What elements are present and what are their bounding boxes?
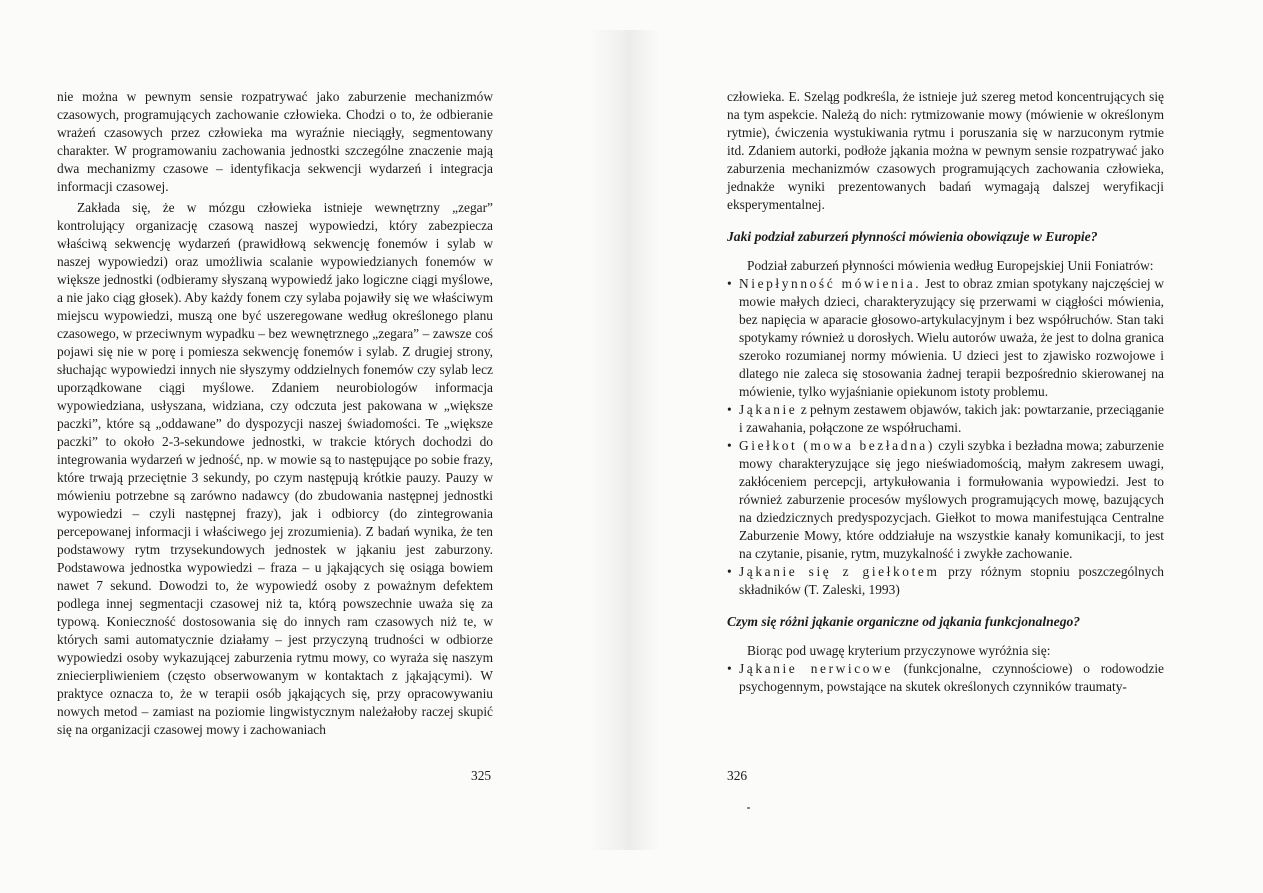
section-heading: Jaki podział zaburzeń płynności mówienia obowiązuje w Europie? (727, 229, 1098, 244)
bullet-icon: • (727, 564, 732, 579)
list-text: Jest to obraz zmian spotykany najczęściej w mowie małych dzieci, charakteryzujący się przerwami w ciągłości mówienia, bez napięcia w aparacie głosowo-artykulacyjnym i bez współruchów. Stan taki spotykamy również u dorosłych. Wielu autorów uważa, że jest to dolna granica szeroko rozumianej normy mówienia. U dzieci jest to zjawisko rozwojowe i dlatego nie zaleca się stosowania żadnej terapii bezpośrednio skierowanej na mówienie, tylko wyjaśnianie opiekunom istoty problemu. (739, 276, 1164, 399)
list-text: z pełnym zestawem objawów, takich jak: powtarzanie, przeciąganie i zawahania, połączone ze współruchami. (739, 402, 1164, 435)
list-term: Jąkanie (739, 402, 798, 417)
list-item (727, 437, 1164, 563)
paragraph: nie można w pewnym sensie rozpatrywać jako zaburzenie mechanizmów czasowych, programujących zachowanie człowieka. Chodzi o to, że odbieranie wrażeń czasowych przez człowieka ma wyraźnie nieciągły, segmentowany charakter. W programowaniu zachowania jednostki szczególne znaczenie mają dwa mechanizmy czasowe – identyfikacja sekwencji wydarzeń i integracja informacji czasowej. (57, 89, 493, 194)
paragraph: Zakłada się, że w mózgu człowieka istnieje wewnętrzny „zegar” kontrolujący organizację czasową naszej wypowiedzi, który zabezpiecza właściwą sekwencję wydarzeń (prawidłową sekwencję fonemów i sylab w naszej wypowiedzi) oraz umożliwia scalanie wypowiedzianych fonemów w większe jednostki (odbieramy słyszaną wypowiedź jako logiczne ciągi myślowe, a nie jako ciąg głosek). Aby każdy fonem czy sylaba pojawiły się we właściwym miejscu wypowiedzi, muszą one być uszeregowane według określonego planu czasowego, w przeciwnym wypadku – bez wewnętrznego „zegara” – zawsze coś pojawi się nie w porę i pomiesza sekwencję fonemów i sylab. Z drugiej strony, słuchając wypowiedzi innych nie słyszymy oddzielnych fonemów czy sylab lecz uporządkowane ciągi myślowe. Zdaniem neurobiologów informacja wypowiedziana, usłyszana, widziana, czy odczuta jest pakowana w „większe paczki”, które są „oddawane” do dyspozycji naszej świadomości. Te „większe paczki” to około 2-3-sekundowe jednostki, w trakcie których dochodzi do integrowania wydarzeń w jedność, np. w mowie są to następujące po sobie frazy, które trwają przeciętnie 3 sekundy, po czym następują krótkie pauzy. Pauzy w mówieniu potrzebne są zarówno nadawcy (do zbudowania następnej jednostki wypowiedzi – czyli następnej frazy), jak i odbiorcy (do zintegrowania percepowanej informacji i właściwego jej zrozumienia). Z badań wynika, że ten podstawowy rytm trzysekundowych jednostek w jąkaniu jest zaburzony. Podstawowa jednostka wypowiedzi – fraza – u jąkających się osiąga bowiem nawet 7 sekund. Dowodzi to, że wypowiedź osoby z poważnym defektem podlega innej segmentacji czasowej niż ta, którą powszechnie uważa się za typową. Konieczność dostosowania się do innych ram czasowych niż te, w których sami automatycznie działamy – jest przyczyną trudności w odbiorze wypowiedzi osoby wykazującej zaburzenia rytmu mowy, co wyraża się naszym zniecierpliwieniem (często obserwowanym w kontaktach z jąkającymi). W praktyce oznacza to, że w terapii osób jąkających się, przy opracowywaniu nowych metod – zamiast na poziomie lingwistycznym należałoby raczej skupić się na organizacji czasowej mowy i zachowaniach (57, 200, 493, 737)
section-heading: Czym się różni jąkanie organiczne od jąkania funkcjonalnego? (727, 614, 1081, 629)
paragraph: człowieka. E. Szeląg podkreśla, że istnieje już szereg metod koncentrujących się na tym aspekcie. Należą do nich: rytmizowanie mowy (mówienie w określonym rytmie), ćwiczenia wystukiwania rytmu i poruszania się w narzuconym rytmie itd. Zdaniem autorki, podłoże jąkania można w pewnym sensie rozpatrywać jako zaburzenia mechanizmów czasowych programujących zachowania człowieka, jednakże wyniki prezentowanych badań wymagają dalszej weryfikacji eksperymentalnej. (727, 89, 1164, 212)
list-item (727, 563, 1164, 599)
list-term: Jąkanie się z giełkotem (739, 564, 940, 579)
bullet-icon: • (727, 276, 732, 291)
right-text-column (727, 88, 1164, 696)
paragraph: Podział zaburzeń płynności mówienia według Europejskiej Unii Foniatrów: (747, 258, 1154, 273)
bullet-icon: • (727, 402, 732, 417)
left-text-column (57, 88, 493, 739)
bullet-icon: • (727, 438, 732, 453)
list-text: (funkcjonalne, czynnościowe) o rodowodzie psychogennym, powstające na skutek określonych czynników traumaty- (739, 661, 1164, 694)
list-item (727, 275, 1164, 401)
list-text: przy różnym stopniu poszczególnych składników (T. Zaleski, 1993) (739, 564, 1164, 597)
left-page (0, 0, 620, 893)
bullet-list (727, 660, 1164, 696)
scan-speck (747, 807, 750, 809)
list-term: Jąkanie nerwicowe (739, 661, 893, 676)
list-text: czyli szybka i bezładna mowa; zaburzenie mowy charakteryzujące się jego nieświadomością, małym zakresem uwagi, zakłóceniem percepcji, artykułowania i formułowania wypowiedzi. Jest to również zaburzenie procesów myślowych programujących mowę, bazujących na dziedzicznych predyspozycjach. Giełkot to mowa manifestująca Centralne Zaburzenie Mowy, które oddziałuje na wszystkie kanały komunikacji, to jest na czytanie, pisanie, rytm, muzykalność i zwykłe zachowanie. (739, 438, 1164, 561)
bullet-list (727, 275, 1164, 599)
list-item (727, 401, 1164, 437)
paragraph: Biorąc pod uwagę kryterium przyczynowe wyróżnia się: (747, 643, 1051, 658)
page-number: 326 (727, 768, 748, 783)
list-item (727, 660, 1164, 696)
list-term: Giełkot (mowa bezładna) (739, 438, 935, 453)
right-page (630, 0, 1263, 893)
list-term: Niepłynność mówienia. (739, 276, 922, 291)
bullet-icon: • (727, 661, 732, 676)
page-number: 325 (471, 768, 492, 783)
